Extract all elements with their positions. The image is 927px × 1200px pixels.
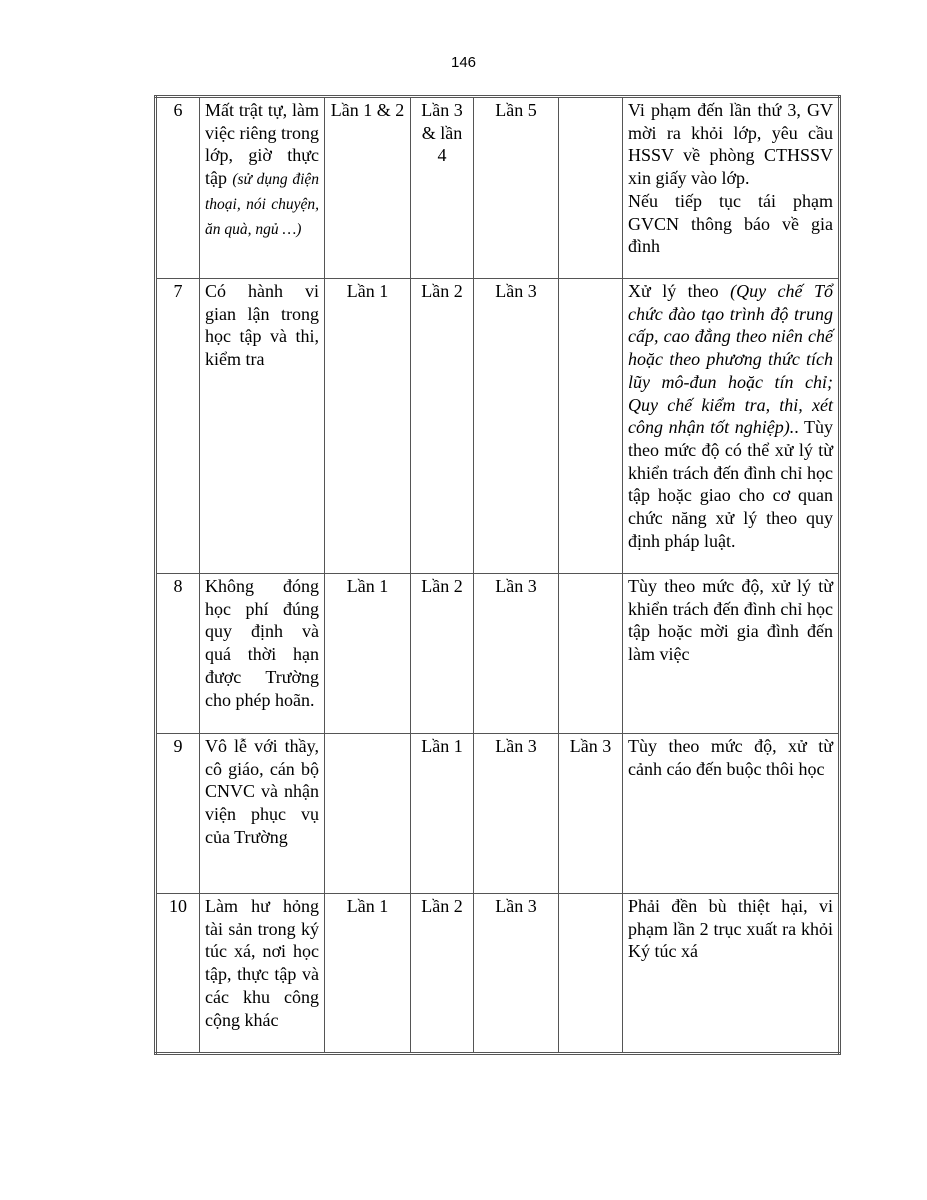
- action-cell: Tùy theo mức độ, xử lý từ khiển trách đến đình chỉ học tập hoặc mời gia đình đến làm việc: [623, 574, 840, 734]
- violation-cell: Không đóng học phí đúng quy định và quá thời hạn được Trường cho phép hoãn.: [200, 574, 325, 734]
- table-row: [156, 574, 840, 734]
- level-2-cell: Lần 3 & lần 4: [411, 97, 474, 279]
- level-4-cell: Lần 3: [559, 734, 623, 894]
- level-3-cell: Lần 3: [474, 574, 559, 734]
- level-2-cell: Lần 1: [411, 734, 474, 894]
- level-2-cell: Lần 2: [411, 279, 474, 574]
- level-3-cell: Lần 3: [474, 894, 559, 1054]
- action-cell: [623, 97, 840, 279]
- action-cell: Phải đền bù thiệt hại, vi phạm lần 2 trục xuất ra khỏi Ký túc xá: [623, 894, 840, 1054]
- level-2-cell: Lần 2: [411, 574, 474, 734]
- action-cell: Tùy theo mức độ, xử từ cảnh cáo đến buộc thôi học: [623, 734, 840, 894]
- level-4-cell: [559, 279, 623, 574]
- row-number: 9: [156, 734, 200, 894]
- violation-cell: [200, 97, 325, 279]
- violation-cell: Có hành vi gian lận trong học tập và thi, kiểm tra: [200, 279, 325, 574]
- table-row: [156, 279, 840, 574]
- table-row: [156, 734, 840, 894]
- page-number: 146: [450, 54, 477, 71]
- discipline-table: [154, 95, 841, 1055]
- action-suffix: . Tùy theo mức độ có thể xử lý từ khiển trách đến đình chỉ học tập hoặc giao cho cơ quan chức năng xử lý theo quy định pháp luật.: [628, 417, 833, 551]
- action-prefix: Xử lý theo: [628, 281, 731, 301]
- action-regulation-reference: (Quy chế Tổ chức đào tạo trình độ trung cấp, cao đẳng theo niên chế hoặc theo phương thức tích lũy mô-đun hoặc tín chỉ; Quy chế kiểm tra, thi, xét công nhận tốt nghiệp).: [628, 281, 833, 438]
- violation-text: Mất trật tự, làm việc riêng trong lớp, giờ thực tập: [205, 100, 319, 189]
- violation-cell: Vô lễ với thầy, cô giáo, cán bộ CNVC và nhận viện phục vụ của Trường: [200, 734, 325, 894]
- violation-cell: Làm hư hỏng tài sản trong ký túc xá, nơi học tập, thực tập và các khu công cộng khác: [200, 894, 325, 1054]
- row-number: 10: [156, 894, 200, 1054]
- action-line: Vi phạm đến lần thứ 3, GV mời ra khỏi lớp, yêu cầu HSSV về phòng CTHSSV xin giấy vào lớp.: [628, 100, 833, 189]
- level-3-cell: Lần 5: [474, 97, 559, 279]
- row-number: 7: [156, 279, 200, 574]
- level-1-cell: Lần 1 & 2: [325, 97, 411, 279]
- level-3-cell: Lần 3: [474, 734, 559, 894]
- table-row: [156, 894, 840, 1054]
- level-1-cell: Lần 1: [325, 574, 411, 734]
- level-3-cell: Lần 3: [474, 279, 559, 574]
- action-line: Nếu tiếp tục tái phạm GVCN thông báo về gia đình: [628, 190, 833, 257]
- level-1-cell: [325, 734, 411, 894]
- action-cell: [623, 279, 840, 574]
- level-4-cell: [559, 894, 623, 1054]
- level-1-cell: Lần 1: [325, 279, 411, 574]
- level-1-cell: Lần 1: [325, 894, 411, 1054]
- level-4-cell: [559, 97, 623, 279]
- level-4-cell: [559, 574, 623, 734]
- level-2-cell: Lần 2: [411, 894, 474, 1054]
- table-row: [156, 97, 840, 279]
- violation-note: (sử dụng điện thoại, nói chuyện, ăn quà, ngủ …): [205, 171, 320, 238]
- row-number: 8: [156, 574, 200, 734]
- row-number: 6: [156, 97, 200, 279]
